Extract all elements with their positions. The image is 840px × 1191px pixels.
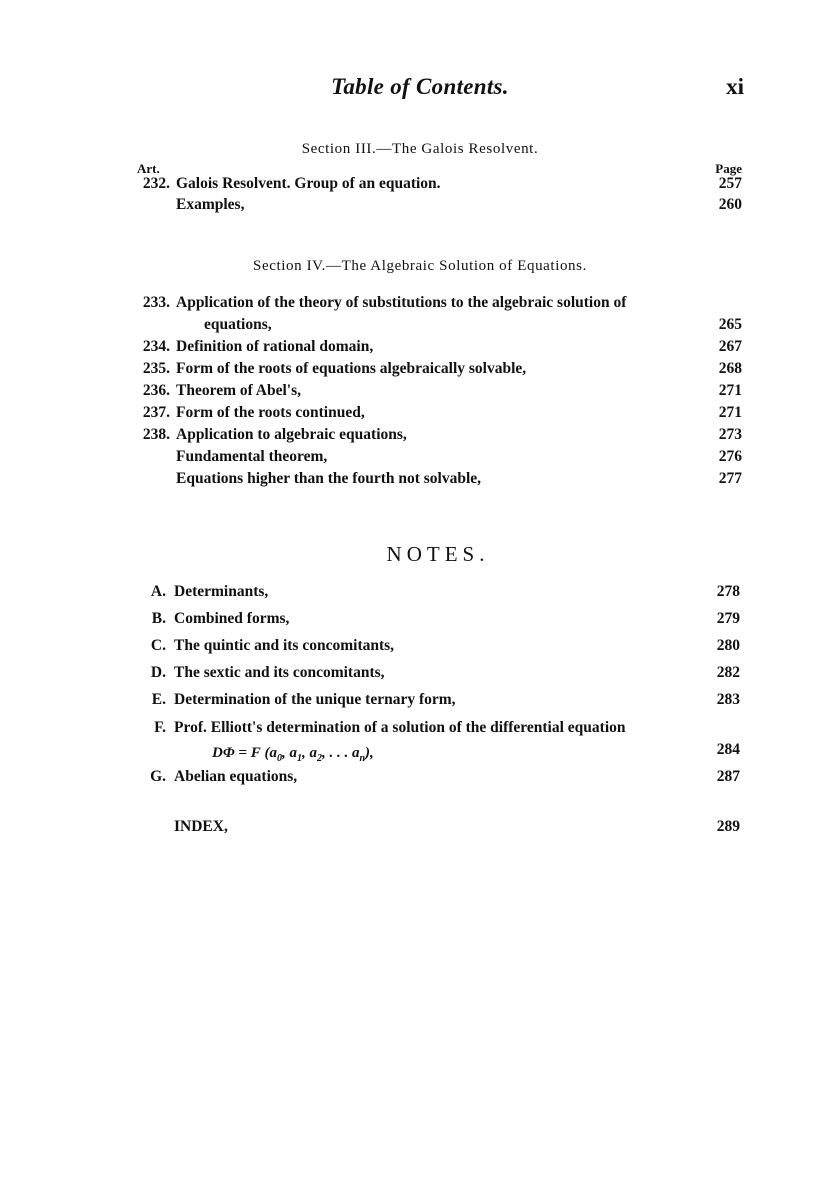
note-entry: [0, 662, 840, 684]
note-title: Prof. Elliott's determination of a solution of the differential equation: [174, 719, 626, 736]
differential-equation: DΦ = F ($a_0$, $a_1$, $a_2$, . . . $a_n$),: [212, 745, 374, 764]
index-label: INDEX,: [174, 818, 228, 835]
toc-entry: [0, 358, 840, 380]
note-entry: [0, 739, 840, 761]
note-letter: D.: [150, 664, 166, 681]
entry-page: 257: [718, 175, 742, 192]
index-entry: [0, 816, 840, 838]
entry-page: 276: [718, 448, 742, 465]
note-title: Determinants,: [174, 583, 269, 600]
note-page: 278: [716, 583, 740, 600]
entry-page: 268: [718, 360, 742, 377]
toc-entry: [0, 292, 840, 314]
entry-title: Definition of rational domain,: [176, 338, 374, 355]
page-column-label: Page: [715, 161, 742, 176]
toc-entry: [0, 468, 840, 490]
toc-entry: [0, 194, 840, 216]
note-title: Determination of the unique ternary form,: [174, 691, 456, 708]
entry-page: 277: [718, 470, 742, 487]
article-number: 236.: [142, 382, 170, 399]
article-number: 234.: [142, 338, 170, 355]
note-entry: [0, 635, 840, 657]
entry-title: equations,: [204, 316, 272, 333]
notes-heading: NOTES.: [386, 542, 490, 566]
note-letter: C.: [150, 637, 166, 654]
note-entry: [0, 689, 840, 711]
note-letter: B.: [151, 610, 166, 627]
entry-title: Application of the theory of substitutions to the algebraic solution of: [176, 294, 627, 311]
note-page: 279: [716, 610, 740, 627]
entry-page: 271: [718, 382, 742, 399]
toc-entry: [0, 424, 840, 446]
entry-title: Form of the roots continued,: [176, 404, 365, 421]
note-page: 284: [716, 741, 740, 758]
note-title: Abelian equations,: [174, 768, 298, 785]
note-letter: F.: [154, 719, 166, 736]
note-letter: G.: [150, 768, 166, 785]
entry-title: Form of the roots of equations algebraically solvable,: [176, 360, 527, 377]
note-page: 280: [716, 637, 740, 654]
note-title: The quintic and its concomitants,: [174, 637, 395, 654]
index-page: 289: [716, 818, 740, 835]
note-entry: [0, 608, 840, 630]
entry-title: Application to algebraic equations,: [176, 426, 407, 443]
note-entry: [0, 717, 840, 739]
entry-page: 265: [718, 316, 742, 333]
note-letter: A.: [150, 583, 166, 600]
entry-title: Equations higher than the fourth not solvable,: [176, 470, 482, 487]
toc-entry: [0, 336, 840, 358]
section-4-heading: Section IV.—The Algebraic Solution of Equations.: [253, 258, 587, 274]
section-3-heading: Section III.—The Galois Resolvent.: [301, 141, 539, 157]
article-number: 233.: [142, 294, 170, 311]
article-number: 235.: [142, 360, 170, 377]
toc-entry: [0, 173, 840, 195]
note-entry: [0, 581, 840, 603]
entry-title: Theorem of Abel's,: [176, 382, 301, 399]
toc-entry: [0, 380, 840, 402]
running-title: Table of Contents.: [331, 74, 509, 99]
note-title: The sextic and its concomitants,: [174, 664, 385, 681]
page-numeral: xi: [726, 74, 744, 99]
art-column-label: Art.: [137, 161, 160, 176]
entry-title: Examples,: [176, 196, 245, 213]
entry-page: 273: [718, 426, 742, 443]
entry-page: 271: [718, 404, 742, 421]
toc-entry: [0, 314, 840, 336]
toc-entry: [0, 402, 840, 424]
note-page: 283: [716, 691, 740, 708]
toc-entry: [0, 446, 840, 468]
note-entry: [0, 766, 840, 788]
entry-title: Galois Resolvent. Group of an equation.: [176, 175, 441, 192]
article-number: 238.: [142, 426, 170, 443]
note-title: Combined forms,: [174, 610, 290, 627]
article-number: 232.: [142, 175, 170, 192]
note-page: 282: [716, 664, 740, 681]
entry-page: 260: [718, 196, 742, 213]
article-number: 237.: [142, 404, 170, 421]
note-page: 287: [716, 768, 740, 785]
note-letter: E.: [151, 691, 166, 708]
entry-page: 267: [718, 338, 742, 355]
entry-title: Fundamental theorem,: [176, 448, 328, 465]
